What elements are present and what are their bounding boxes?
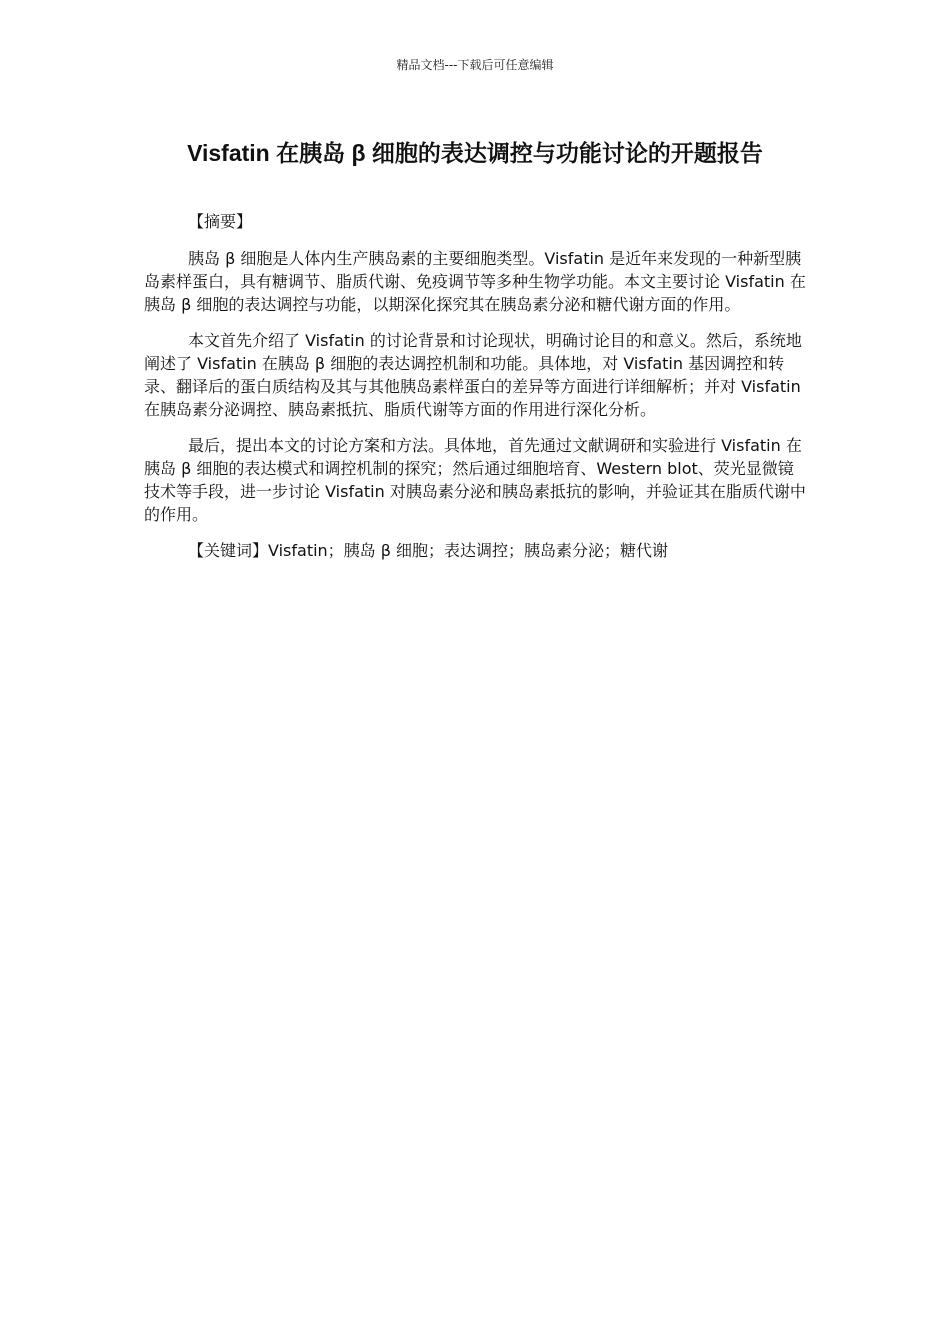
keywords-line: 【关键词】Visfatin；胰岛 β 细胞；表达调控；胰岛素分泌；糖代谢 <box>188 541 669 560</box>
header-note: 精品文档---下载后可任意编辑 <box>396 58 554 72</box>
document-body <box>144 210 806 575</box>
abstract-paragraph-3: 最后，提出本文的讨论方案和方法。具体地，首先通过文献调研和实验进行 Visfatin 在胰岛 β 细胞的表达模式和调控机制的探究；然后通过细胞培育、Western blot、荧光显微镜技术等手段，进一步讨论 Visfatin 对胰岛素分泌和胰岛素抵抗的影响，并验证其在脂质代谢中的作用。 <box>144 436 806 524</box>
abstract-paragraph-1: 胰岛 β 细胞是人体内生产胰岛素的主要细胞类型。Visfatin 是近年来发现的一种新型胰岛素样蛋白，具有糖调节、脂质代谢、免疫调节等多种生物学功能。本文主要讨论 Visfatin 在胰岛 β 细胞的表达调控与功能，以期深化探究其在胰岛素分泌和糖代谢方面的作用。 <box>144 249 806 314</box>
document-title: Visfatin 在胰岛 β 细胞的表达调控与功能讨论的开题报告 <box>187 140 763 166</box>
abstract-label: 【摘要】 <box>188 212 253 231</box>
abstract-paragraph-2: 本文首先介绍了 Visfatin 的讨论背景和讨论现状，明确讨论目的和意义。然后，系统地阐述了 Visfatin 在胰岛 β 细胞的表达调控机制和功能。具体地，对 Visfatin 基因调控和转录、翻译后的蛋白质结构及其与其他胰岛素样蛋白的差异等方面进行详细解析；并对 Visfatin 在胰岛素分泌调控、胰岛素抵抗、脂质代谢等方面的作用进行深化分析。 <box>144 331 802 419</box>
